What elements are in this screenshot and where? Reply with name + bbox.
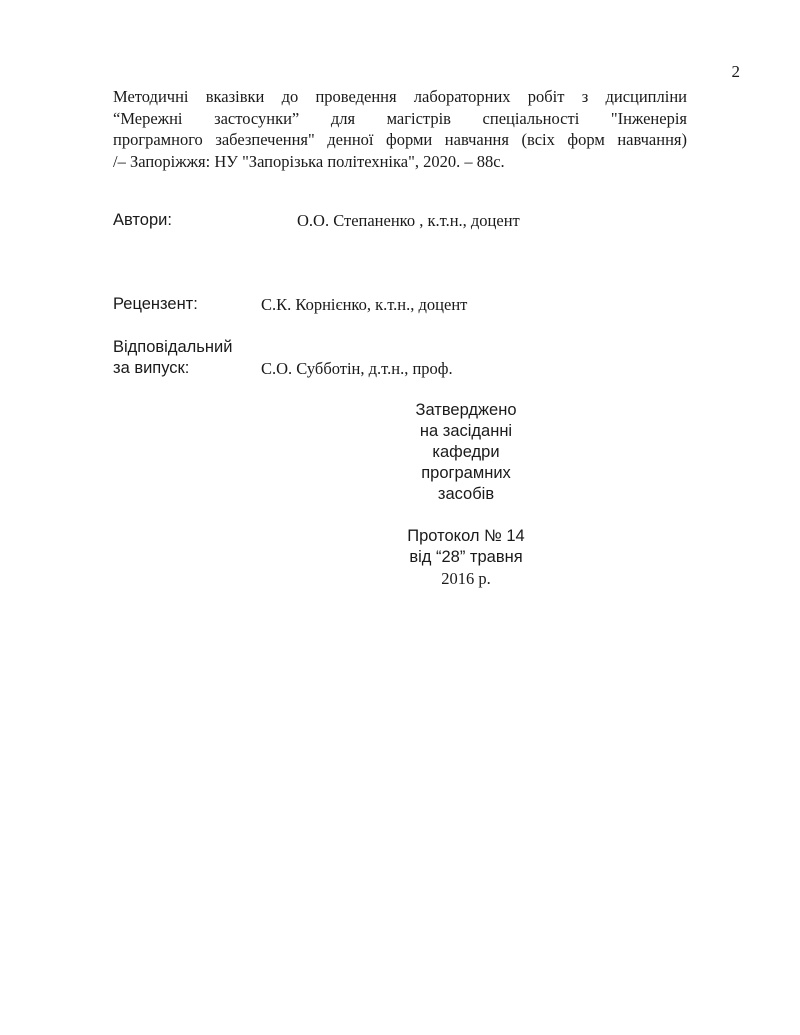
- authors-value: О.О. Степаненко , к.т.н., доцент: [297, 211, 520, 230]
- protocol-block: [366, 526, 566, 589]
- description-line-3: програмного забезпечення" денної форми навчання (всіх форм навчання): [113, 130, 687, 149]
- description-line-2: “Мережні застосунки” для магістрів спеціальності "Інженерія: [113, 108, 687, 128]
- approval-line-1: Затверджено: [415, 401, 517, 419]
- page-number: 2: [731, 62, 740, 81]
- approval-block: [366, 400, 566, 505]
- approval-line-5: засобів: [437, 485, 495, 503]
- reviewer-value: С.К. Корнієнко, к.т.н., доцент: [261, 295, 468, 314]
- approval-line-3: кафедри: [432, 443, 500, 461]
- protocol-line-1: Протокол № 14: [407, 527, 525, 545]
- description-line-1: Методичні вказівки до проведення лабораторних робіт з дисципліни: [113, 87, 687, 106]
- authors-row: [113, 211, 713, 233]
- reviewer-row: [113, 295, 713, 317]
- protocol-line-2: від “28” травня: [409, 548, 523, 566]
- responsible-label-line-1: Відповідальний: [113, 338, 233, 356]
- authors-label: Автори:: [113, 211, 172, 229]
- reviewer-label: Рецензент:: [113, 295, 198, 313]
- responsible-row: [113, 338, 713, 382]
- description-line-4: /– Запоріжжя: НУ "Запорізька політехніка", 2020. – 88с.: [113, 151, 505, 171]
- approval-line-4: програмних: [421, 464, 511, 482]
- responsible-value: С.О. Субботін, д.т.н., проф.: [261, 359, 453, 378]
- responsible-label-line-2: за випуск:: [113, 359, 190, 377]
- approval-line-2: на засіданні: [419, 422, 513, 440]
- protocol-line-3: 2016 р.: [441, 569, 491, 588]
- bibliographic-description: [113, 86, 687, 172]
